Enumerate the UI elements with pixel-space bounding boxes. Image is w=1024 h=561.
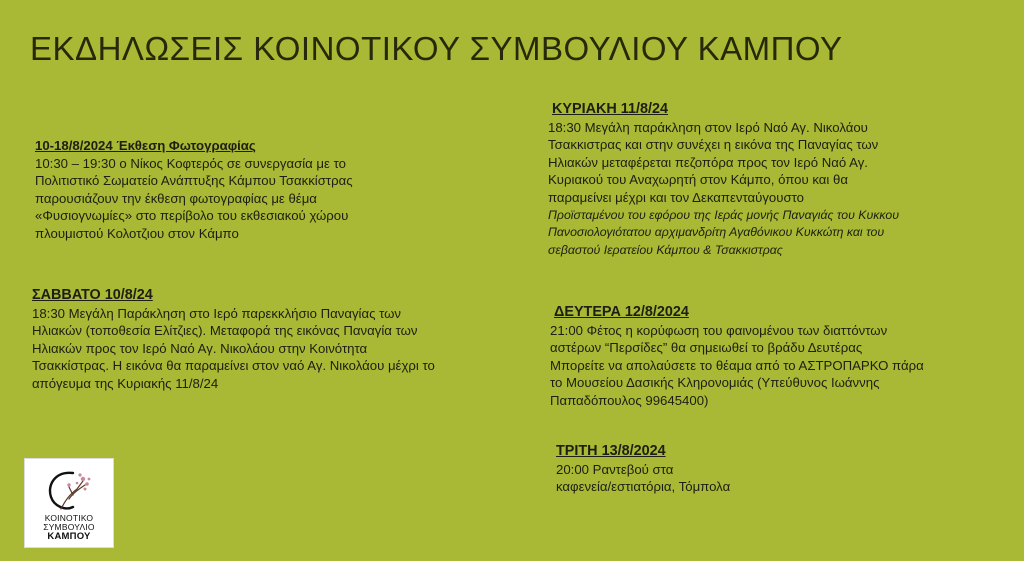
event-line: πλουμιστού Κολοτζιου στον Κάμπο: [35, 225, 239, 241]
event-heading: ΣΑΒΒΑΤΟ 10/8/24: [32, 287, 153, 303]
event-heading: 10-18/8/2024 Έκθεση Φωτογραφίας: [35, 138, 256, 153]
event-line: Παπαδόπουλος 99645400): [550, 392, 709, 408]
event-line: αστέρων “Περσίδες” θα σημειωθεί το βράδυ Δευτέρας: [550, 340, 863, 356]
event-line: 18:30 Μεγάλη Παράκληση στο Ιερό παρεκκλήσιο Παναγίας των: [32, 305, 402, 321]
event-line: Πολιτιστικό Σωματείο Ανάπτυξης Κάμπου Τσακκίστρας: [35, 173, 353, 189]
event-line: Τσακκίστρας. Η εικόνα θα παραμείνει στον ναό Αγ. Νικολάου μέχρι το: [32, 358, 435, 374]
event-heading: ΤΡΙΤΗ 13/8/2024: [556, 443, 666, 459]
event-line: 21:00 Φέτος η κορύφωση του φαινομένου των διαττόντων: [550, 322, 888, 338]
event-tuesday: [556, 443, 730, 496]
event-line: Ηλιακών (τοποθεσία Ελίτζιες). Μεταφορά της εικόνας Παναγία των: [32, 323, 418, 339]
event-line: απόγευμα της Κυριακής 11/8/24: [32, 375, 219, 391]
event-line: Ηλιακών μεταφέρεται πεζοπόρα προς τον Ιερό Ναό Αγ.: [548, 154, 868, 170]
event-line: 18:30 Μεγάλη παράκληση στον Ιερό Ναό Αγ. Νικολάου: [548, 119, 868, 135]
event-heading: ΔΕΥΤΕΡΑ 12/8/2024: [554, 304, 689, 320]
event-italic-line: Πανοσιολογιότατου αρχιμανδρίτη Αγαθόνικου Κυκκώτη και του: [548, 225, 885, 240]
logo-text: ΚΑΜΠΟΥ: [47, 531, 91, 542]
event-line: καφενεία/εστιατόρια, Τόμπολα: [556, 479, 731, 495]
event-line: παραμείνει μέχρι και τον Δεκαπενταύγουστο: [548, 189, 804, 205]
logo-text: ΣΥΜΒΟΥΛΙΟ: [43, 522, 95, 532]
event-saturday: [32, 287, 435, 393]
event-italic-line: Προϊσταμένου του εφόρου της Ιεράς μονής Παναγιάς του Κυκκου: [548, 207, 900, 222]
event-italic-line: σεβαστού Ιερατείου Κάμπου & Τσακκιστρας: [548, 242, 783, 257]
event-line: παρουσιάζουν την έκθεση φωτογραφίας με θέμα: [35, 190, 317, 206]
event-line: «Φυσιογνωμίες» στο περίβολο του εκθεσιακού χώρου: [35, 208, 349, 224]
event-line: Τσακκιστρας και στην συνέχει η εικόνα της Παναγίας των: [548, 137, 879, 153]
event-heading: ΚΥΡΙΑΚΗ 11/8/24: [552, 101, 668, 117]
event-monday: [550, 304, 924, 410]
event-line: Ηλιακών προς τον Ιερό Ναό Αγ. Νικολάου στην Κοινότητα: [32, 340, 368, 356]
community-council-logo: [24, 458, 114, 548]
logo-text: ΚΟΙΝΟΤΙΚΟ: [44, 513, 94, 523]
event-line: Κυριακού του Αναχωρητή στον Κάμπο, όπου και θα: [548, 172, 848, 188]
event-line: Μπορείτε να απολαύσετε το θέαμα από το ΑΣΤΡΟΠΑΡΚΟ πάρα: [550, 357, 924, 373]
event-line: το Μουσείου Δασικής Κληρονομιάς (Υπεύθυνος Ιωάννης: [550, 375, 880, 391]
event-exhibition: [35, 137, 353, 243]
event-line: 10:30 – 19:30 ο Νίκος Κοφτερός σε συνεργασία με το: [35, 155, 346, 171]
event-sunday: [548, 101, 899, 259]
page-title: ΕΚΔΗΛΩΣΕΙΣ ΚΟΙΝΟΤΙΚΟΥ ΣΥΜΒΟΥΛΙΟΥ ΚΑΜΠΟΥ: [30, 30, 843, 67]
event-line: 20:00 Ραντεβού στα: [556, 461, 674, 477]
